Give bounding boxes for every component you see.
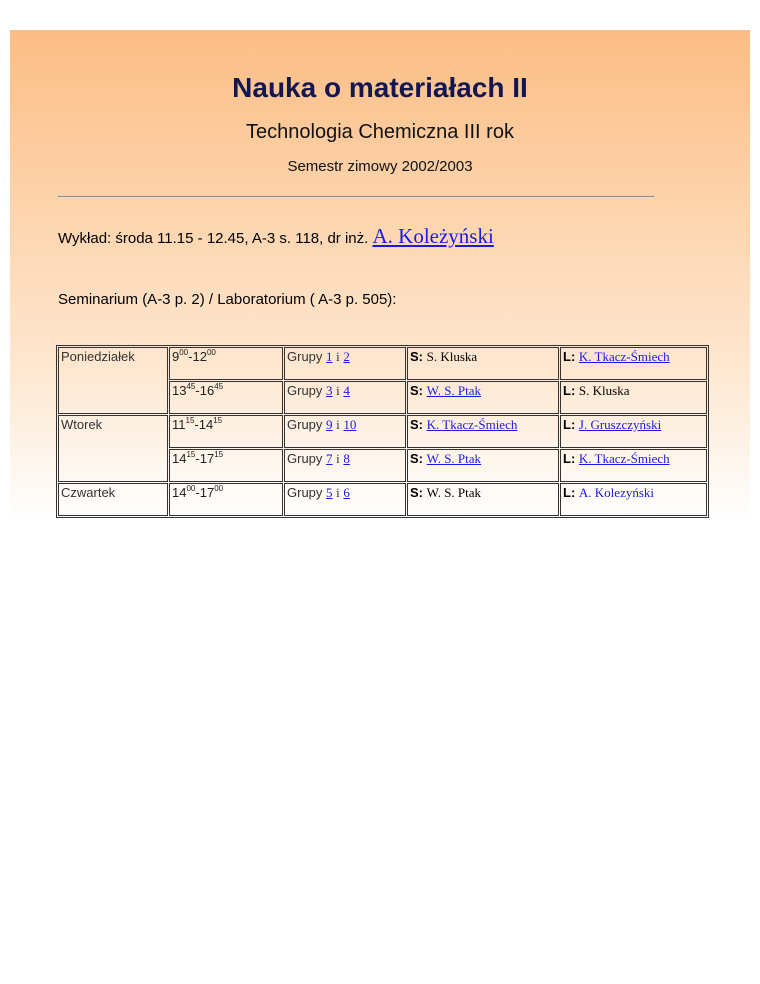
group-link[interactable]: 4 — [343, 383, 350, 398]
time-end-hour: 16 — [199, 383, 215, 398]
table-row — [58, 347, 707, 380]
seminar-instructor-link[interactable]: W. S. Ptak — [426, 451, 482, 466]
lab-cell — [560, 415, 707, 448]
time-end-minutes: 15 — [214, 450, 224, 459]
lecture-info — [58, 224, 494, 251]
seminar-cell — [407, 347, 559, 380]
seminar-instructor-link[interactable]: W. S. Ptak — [426, 383, 482, 398]
lab-cell — [560, 347, 707, 380]
time-end-hour: 12 — [192, 349, 207, 364]
time-end-minutes: 00 — [206, 348, 216, 357]
lecture-text: Wykład: środa 11.15 - 12.45, A-3 s. 118, dr inż. — [58, 230, 369, 247]
table-row — [58, 483, 707, 516]
lab-instructor: A. Kolezyński — [578, 485, 655, 500]
time-start-minutes: 00 — [179, 348, 189, 357]
time-start-hour: 14 — [172, 451, 187, 466]
day-cell — [58, 415, 168, 482]
seminar-cell — [407, 415, 559, 448]
time-cell: $9^{00}-12^{00}$ — [169, 347, 283, 380]
group-separator: i — [336, 417, 340, 432]
groups-label: Grupy — [287, 417, 323, 432]
group-link[interactable]: 8 — [343, 451, 350, 466]
schedule-table — [56, 345, 709, 518]
day-label: Czwartek — [61, 485, 116, 500]
lab-cell — [560, 483, 707, 516]
groups-label: Grupy — [287, 383, 323, 398]
lab-cell — [560, 381, 707, 414]
day-label: Wtorek — [61, 417, 103, 432]
seminar-tag: S: — [410, 383, 423, 398]
seminar-cell — [407, 381, 559, 414]
lab-tag: L: — [563, 485, 576, 500]
lab-tag: L: — [563, 383, 576, 398]
lab-instructor-link[interactable]: J. Gruszczyński — [578, 417, 662, 432]
day-cell — [58, 483, 168, 516]
group-link[interactable]: 10 — [343, 417, 357, 432]
time-start-hour: 11 — [172, 417, 186, 432]
groups-cell — [284, 415, 406, 448]
time-end-hour: 17 — [199, 485, 215, 500]
seminar-info: Seminarium (A-3 p. 2) / Laboratorium ( A-3 p. 505): — [58, 291, 397, 308]
day-label: Poniedziałek — [61, 349, 135, 364]
group-link[interactable]: 1 — [326, 349, 333, 364]
lab-tag: L: — [563, 451, 576, 466]
table-row — [58, 415, 707, 448]
page-panel — [10, 30, 750, 522]
time-end-hour: 14 — [198, 417, 214, 432]
time-cell: $14^{00}-17^{00}$ — [169, 483, 283, 516]
semester-label: Semestr zimowy 2002/2003 — [287, 158, 473, 175]
seminar-tag: S: — [410, 417, 423, 432]
group-separator: i — [336, 383, 340, 398]
lab-instructor-link[interactable]: K. Tkacz-Śmiech — [578, 349, 670, 364]
lecturer-link[interactable]: A. Koleżyński — [372, 224, 494, 248]
seminar-instructor: S. Kluska — [426, 349, 478, 364]
horizontal-rule — [58, 196, 654, 198]
time-end-hour: 17 — [199, 451, 215, 466]
groups-cell — [284, 449, 406, 482]
groups-cell — [284, 347, 406, 380]
group-separator: i — [336, 485, 340, 500]
seminar-tag: S: — [410, 485, 423, 500]
time-end-minutes: 00 — [214, 484, 224, 493]
lab-tag: L: — [563, 349, 576, 364]
seminar-tag: S: — [410, 349, 423, 364]
groups-label: Grupy — [287, 451, 323, 466]
day-cell — [58, 347, 168, 414]
lab-tag: L: — [563, 417, 576, 432]
time-start-hour: 14 — [172, 485, 187, 500]
seminar-cell — [407, 483, 559, 516]
group-link[interactable]: 3 — [326, 383, 333, 398]
group-link[interactable]: 6 — [343, 485, 350, 500]
time-start-minutes: 45 — [186, 382, 196, 391]
lab-cell — [560, 449, 707, 482]
groups-cell — [284, 381, 406, 414]
time-end-minutes: 45 — [214, 382, 224, 391]
lab-instructor: S. Kluska — [578, 383, 630, 398]
time-start-minutes: 15 — [185, 416, 195, 425]
time-start-minutes: 00 — [186, 484, 196, 493]
time-cell: $11^{15}-14^{15}$ — [169, 415, 283, 448]
time-end-minutes: 15 — [213, 416, 223, 425]
seminar-instructor-link[interactable]: K. Tkacz-Śmiech — [426, 417, 518, 432]
groups-label: Grupy — [287, 485, 323, 500]
group-link[interactable]: 2 — [343, 349, 350, 364]
page-subtitle: Technologia Chemiczna III rok — [246, 121, 514, 143]
page-title: Nauka o materiałach II — [232, 72, 528, 103]
group-separator: i — [336, 451, 340, 466]
groups-label: Grupy — [287, 349, 323, 364]
seminar-tag: S: — [410, 451, 423, 466]
time-start-hour: 13 — [172, 383, 187, 398]
time-cell: $14^{15}-17^{15}$ — [169, 449, 283, 482]
time-start-minutes: 15 — [186, 450, 196, 459]
group-link[interactable]: 7 — [326, 451, 333, 466]
group-link[interactable]: 5 — [326, 485, 333, 500]
time-cell: $13^{45}-16^{45}$ — [169, 381, 283, 414]
seminar-instructor: W. S. Ptak — [426, 485, 482, 500]
groups-cell — [284, 483, 406, 516]
lab-instructor-link[interactable]: K. Tkacz-Śmiech — [578, 451, 670, 466]
time-start-hour: 9 — [172, 349, 180, 364]
seminar-cell — [407, 449, 559, 482]
group-link[interactable]: 9 — [326, 417, 333, 432]
group-separator: i — [336, 349, 340, 364]
